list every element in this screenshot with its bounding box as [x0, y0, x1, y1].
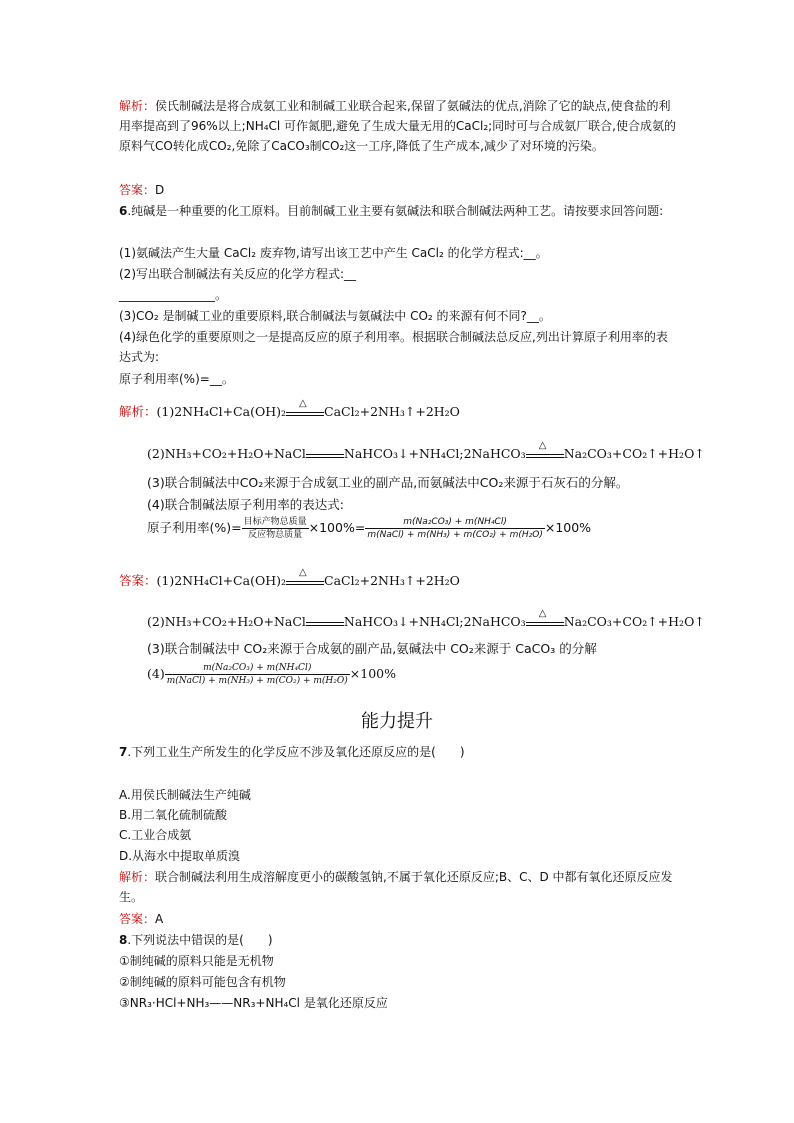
- eq-right: CaCl₂+2NH₃↑+2H₂O: [324, 573, 460, 588]
- q7-option-c: C.工业合成氨: [119, 828, 192, 842]
- heat-arrow: [286, 397, 324, 419]
- q6-answer-4: [147, 662, 396, 687]
- q7-number: 7: [119, 745, 128, 759]
- q6-analysis-3: (3)联合制碱法中CO₂来源于合成氨工业的副产品,而氨碱法中CO₂来源于石灰石的分解。: [147, 475, 629, 490]
- q7-option-d: D.从海水中提取单质溴: [119, 849, 241, 863]
- q7-analysis-text: 联合制碱法利用生成溶解度更小的碳酸氢钠,不属于氧化还原反应;B、C、D 中都有氧化还原反应发生。: [119, 870, 673, 904]
- formula-tail: ×100%: [349, 666, 396, 681]
- formula-prefix: (4): [147, 666, 165, 681]
- q6-answer-3: (3)联合制碱法中 CO₂来源于合成氨的副产品,氨碱法中 CO₂来源于 CaCO₃ 的分解: [147, 641, 597, 656]
- eq-mid: NaHCO₃↓+NH₄Cl;2NaHCO₃: [343, 446, 526, 461]
- q7-answer: [119, 909, 679, 929]
- q6-answer-eq1: [119, 566, 460, 589]
- q7-analysis: [119, 867, 679, 907]
- q6-part1: (1)氨碱法产生大量 CaCl₂ 废弃物,请写出该工艺中产生 CaCl₂ 的化学方程式:__。: [119, 246, 548, 260]
- q8-stem: [119, 930, 679, 950]
- fraction-denominator: 反应物总质量: [248, 530, 303, 540]
- heat-icon: △: [538, 607, 547, 619]
- equals-arrow: [306, 449, 344, 461]
- q6-stem-text: .纯碱是一种重要的化工原料。目前制碱工业主要有氨碱法和联合制碱法两种工艺。请按要求回答问题:: [127, 204, 664, 218]
- eq-mid: NaHCO₃↓+NH₄Cl;2NaHCO₃: [343, 614, 526, 629]
- analysis-label: 解析：: [119, 99, 156, 113]
- q8-item-1: ①制纯碱的原料只能是无机物: [119, 954, 274, 968]
- q8-item-3: ③NR₃·HCl+NH₃——NR₃+NH₄Cl 是氧化还原反应: [119, 996, 388, 1010]
- heat-icon: △: [299, 397, 307, 409]
- times-100: ×100%=: [308, 520, 366, 535]
- equals-arrow: [306, 617, 344, 629]
- eq-left: (2)NH₃+CO₂+H₂O+NaCl: [147, 446, 306, 461]
- q6-part4: (4)绿色化学的重要原则之一是提高反应的原子利用率。根据联合制碱法总反应,列出计算原子利用率的表达式为:: [119, 330, 668, 364]
- eq-right: CaCl₂+2NH₃↑+2H₂O: [324, 404, 460, 419]
- q8-number: 8: [119, 933, 128, 947]
- q5-analysis: [119, 96, 679, 156]
- q6-part5: 原子利用率(%)=__。: [119, 372, 234, 386]
- eq-left: (2)NH₃+CO₂+H₂O+NaCl: [147, 614, 306, 629]
- q7-stem: [119, 742, 679, 762]
- q7-answer-value: A: [155, 912, 164, 926]
- eq-right: Na₂CO₃+CO₂↑+H₂O↑: [563, 446, 705, 461]
- fraction-denominator: m(NaCl) + m(NH₃) + m(CO₂) + m(H₂O): [166, 676, 348, 686]
- q6-analysis-4: (4)联合制碱法原子利用率的表达式:: [147, 497, 344, 512]
- heat-icon: △: [299, 566, 307, 578]
- q5-answer: [119, 180, 679, 200]
- formula-prefix: 原子利用率(%)=: [147, 520, 242, 535]
- q6-part2b: ________________。: [119, 288, 228, 302]
- fraction-numerator: m(Na₂CO₃) + m(NH₄Cl): [165, 662, 350, 675]
- heat-arrow: [286, 566, 324, 588]
- q7-option-b: B.用二氧化硫制硫酸: [119, 808, 228, 822]
- heat-arrow: [526, 607, 564, 629]
- answer-label: 答案：: [119, 912, 156, 926]
- eq-left: (1)2NH₄Cl+Ca(OH)₂: [156, 573, 286, 588]
- fraction-numerator: m(Na₂CO₃) + m(NH₄Cl): [365, 516, 545, 529]
- q5-analysis-text: 侯氏制碱法是将合成氨工业和制碱工业联合起来,保留了氨碱法的优点,消除了它的缺点,使食盐的利用率提高到了96%以上;NH₄Cl 可作氮肥,避免了生成大量无用的CaCl₂;同时可与合成氨厂联合,使合成氨的原料气CO转化成CO₂,免除了CaCO₃制CO₂这一工序,降低了生产成本,减少了对环境的污染。: [119, 99, 676, 153]
- q5-answer-value: D: [155, 183, 165, 197]
- q6-stem: [119, 201, 679, 221]
- q6-part3: (3)CO₂ 是制碱工业的重要原料,联合制碱法与氨碱法中 CO₂ 的来源有何不同?__。: [119, 309, 551, 323]
- eq-left: (1)2NH₄Cl+Ca(OH)₂: [156, 404, 286, 419]
- analysis-label: 解析：: [119, 404, 157, 419]
- fraction-denominator: m(NaCl) + m(NH₃) + m(CO₂) + m(H₂O): [367, 530, 543, 540]
- formula-tail: ×100%: [544, 520, 592, 535]
- q6-analysis-5: [147, 516, 591, 541]
- fraction-2: [365, 516, 545, 541]
- q6-analysis-eq1: [119, 397, 460, 420]
- q6-answer-eq2: [147, 607, 705, 629]
- heat-arrow: [526, 439, 564, 461]
- analysis-label: 解析：: [119, 870, 156, 884]
- fraction-numerator: 目标产物总质量: [243, 517, 307, 527]
- fraction-answer: [165, 662, 350, 687]
- q7-stem-text: .下列工业生产所发生的化学反应不涉及氧化还原反应的是( ): [127, 745, 465, 759]
- q8-item-2: ②制纯碱的原料可能包含有机物: [119, 975, 286, 989]
- q6-number: 6: [119, 204, 128, 218]
- section-title: 能力提升: [361, 711, 433, 732]
- q7-option-a: A.用侯氏制碱法生产纯碱: [119, 788, 251, 802]
- fraction-1: [242, 516, 309, 541]
- answer-label: 答案：: [119, 183, 156, 197]
- q6-part2a: (2)写出联合制碱法有关反应的化学方程式:__: [119, 267, 357, 281]
- heat-icon: △: [538, 439, 547, 451]
- eq-right: Na₂CO₃+CO₂↑+H₂O↑: [563, 614, 705, 629]
- answer-label: 答案：: [119, 573, 157, 588]
- q6-analysis-eq2: [147, 439, 705, 461]
- q8-stem-text: .下列说法中错误的是( ): [127, 933, 273, 947]
